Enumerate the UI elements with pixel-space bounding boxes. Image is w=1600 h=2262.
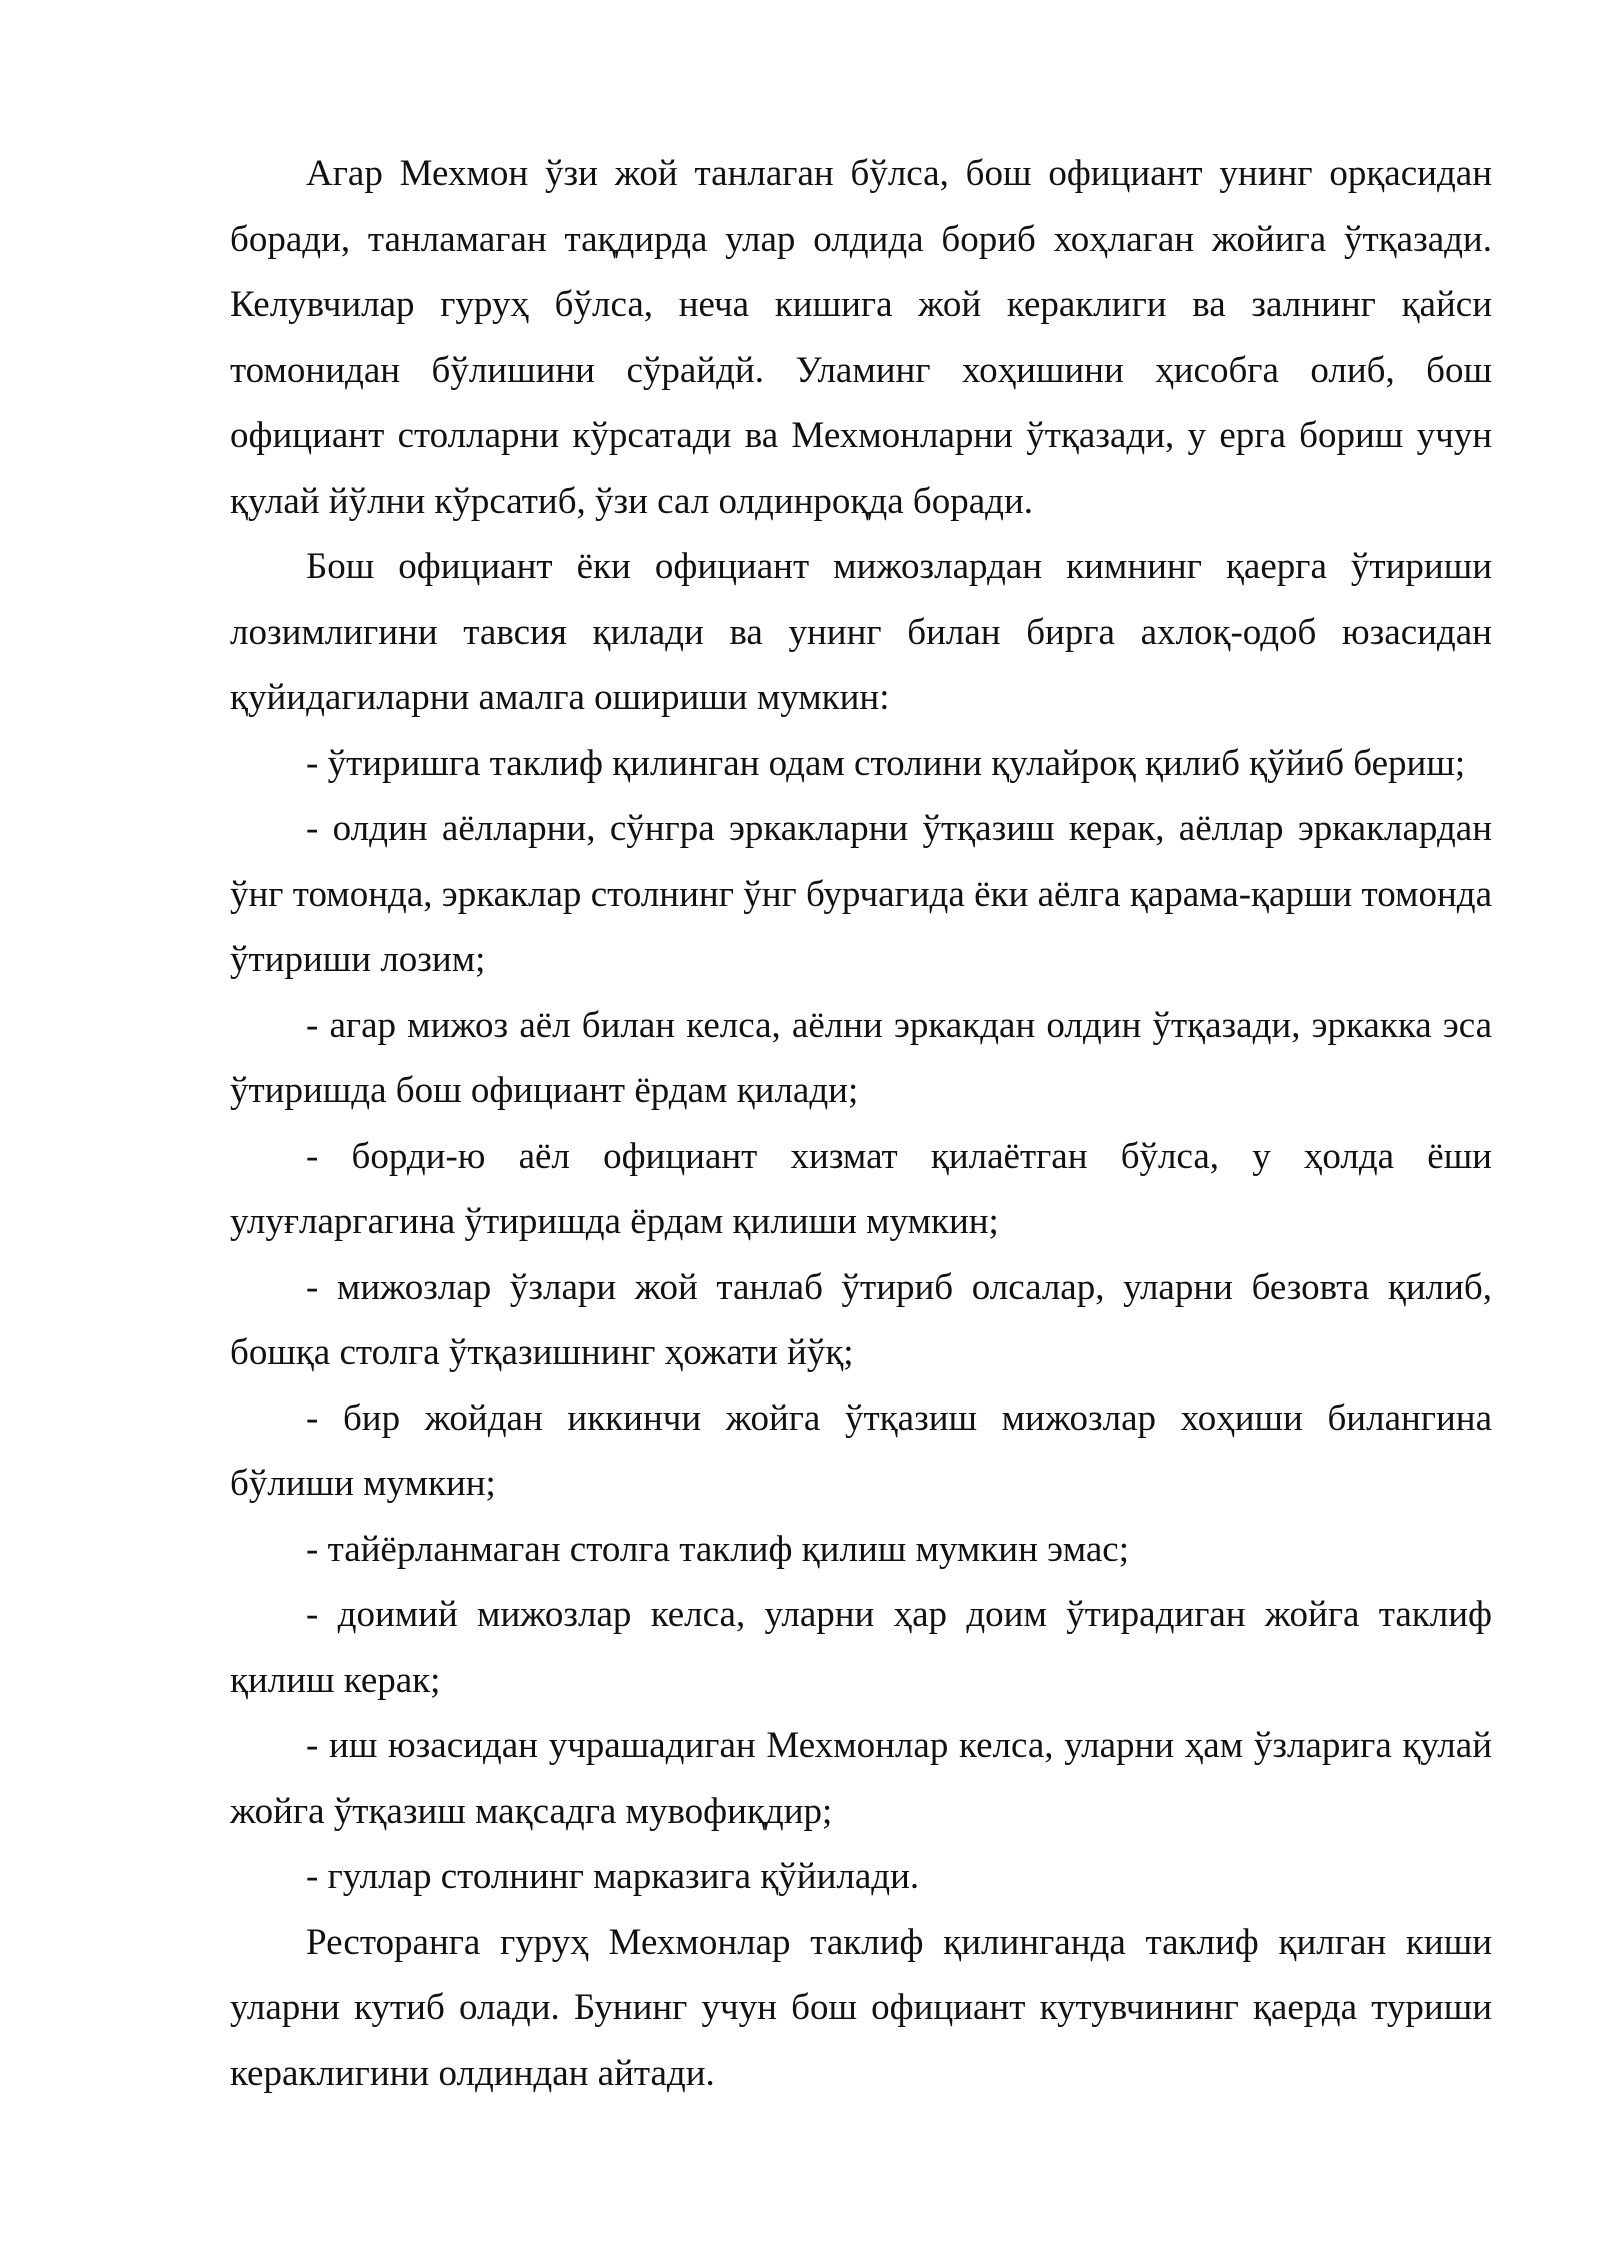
paragraph-final: Ресторанга гуруҳ Мехмонлар таклиф қилинганда таклиф қилган киши уларни кутиб олади. Бунинг учун бош официант кутувчининг қаерда туриши кераклигини олдиндан айтади. xyxy=(230,1921,1492,2094)
list-item-2: - олдин аёлларни, сўнгра эркакларни ўтқазиш керак, аёллар эркаклардан ўнг томонда, эркаклар столнинг ўнг бурчагида ёки аёлга қарама-қарши томонда ўтириши лозим; xyxy=(230,808,1492,980)
list-item-6: - бир жойдан иккинчи жойга ўтқазиш мижозлар хоҳиши билангина бўлиши мумкин; xyxy=(230,1397,1492,1504)
body-text xyxy=(230,141,1492,2106)
paragraph-2: Бош официант ёки официант мижозлардан кимнинг қаерга ўтириши лозимлигини тавсия қилади ва унинг билан бирга ахлоқ-одоб юзасидан қуйидагиларни амалга ошириши мумкин: xyxy=(230,546,1492,718)
paragraph-1: Агар Мехмон ўзи жой танлаган бўлса, бош официант унинг орқасидан боради, танламаган тақдирда улар олдида бориб хоҳлаган жойига ўтқазади. Келувчилар гуруҳ бўлса, неча кишига жой кераклиги ва залнинг қайси томонидан бўлишини сўрайдй. Уламинг хоҳишини ҳисобга олиб, бош официант столларни кўрсатади ва Мехмонларни ўтқазади, у ерга бориш учун қулай йўлни кўрсатиб, ўзи сал олдинроқда боради. xyxy=(230,153,1492,522)
list-item-7: - тайёрланмаган столга таклиф қилиш мумкин эмас; xyxy=(306,1528,1129,1570)
list-item-9: - иш юзасидан учрашадиган Мехмонлар келса, уларни ҳам ўзларига қулай жойга ўтқазиш мақсадга мувофиқдир; xyxy=(230,1725,1492,1832)
list-item-4: - борди-ю аёл официант хизмат қилаётган бўлса, у ҳолда ёши улуғларгагина ўтиришда ёрдам қилиши мумкин; xyxy=(230,1135,1492,1242)
list-item-8: - доимий мижозлар келса, уларни ҳар доим ўтирадиган жойга таклиф қилиш керак; xyxy=(230,1594,1492,1701)
list-item-3: - агар мижоз аёл билан келса, аёлни эркакдан олдин ўтқазади, эркакка эса ўтиришда бош официант ёрдам қилади; xyxy=(230,1004,1492,1111)
list-item-1: - ўтиришга таклиф қилинган одам столини қулайроқ қилиб қўйиб бериш; xyxy=(306,742,1466,784)
list-item-5: - мижозлар ўзлари жой танлаб ўтириб олсалар, уларни безовта қилиб, бошқа столга ўтқазишнинг ҳожати йўқ; xyxy=(230,1266,1492,1373)
list-item-10: - гуллар столнинг марказига қўйилади. xyxy=(306,1856,920,1897)
